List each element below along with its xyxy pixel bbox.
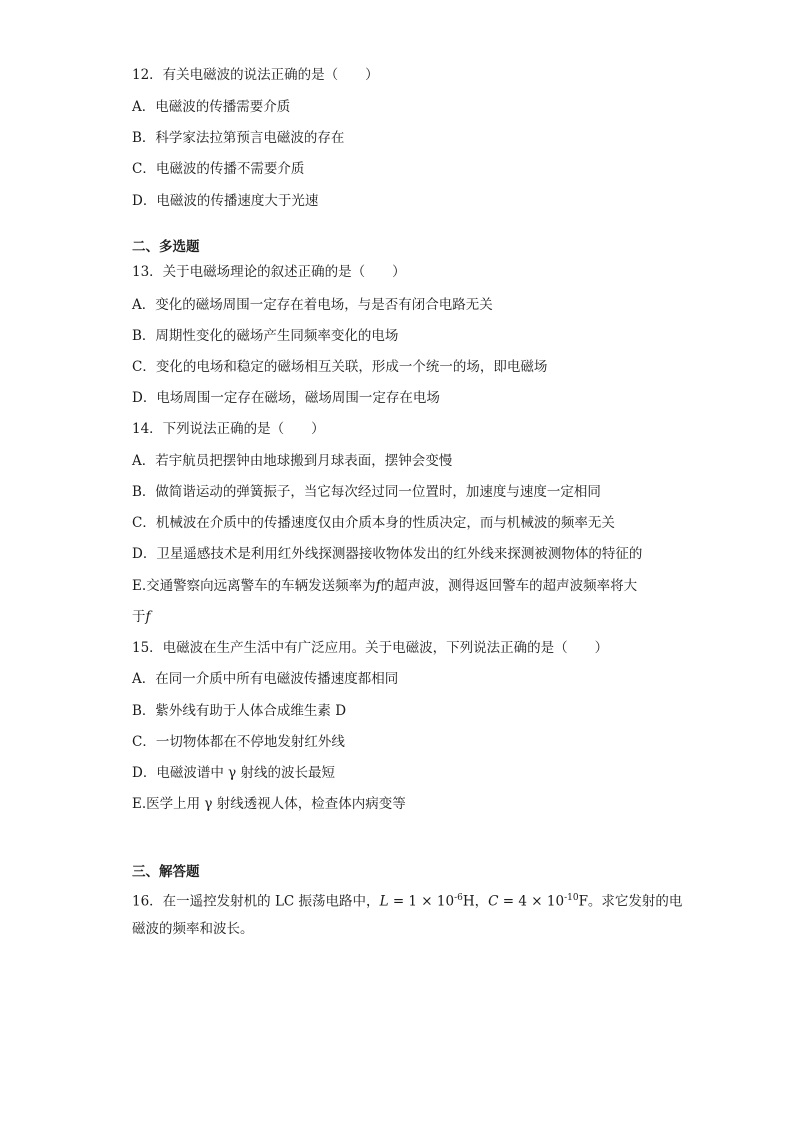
q16-line2: 磁波的频率和波长。 xyxy=(132,921,254,937)
q14-option-e-text1: E.交通警察向远离警车的车辆发送频率为 xyxy=(132,578,376,594)
q16-C-eq: = 4 × 10 xyxy=(498,893,565,910)
q14-option-e-variable-f: f xyxy=(375,578,381,594)
q14-option-d: D．卫星遥感技术是利用红外线探测器接收物体发出的红外线来探测被测物体的特征的 xyxy=(132,546,643,562)
q16-L-eq: = 1 × 10 xyxy=(388,893,455,910)
q15-option-a: A．在同一介质中所有电磁波传播速度都相同 xyxy=(132,671,399,687)
q14-option-e-line1 xyxy=(132,577,637,595)
q12-option-d: D．电磁波的传播速度大于光速 xyxy=(132,193,319,209)
q13-option-a: A．变化的磁场周围一定存在着电场，与是否有闭合电路无关 xyxy=(132,297,493,313)
q16-C-exponent: -10 xyxy=(564,893,579,903)
q16-variable-C: C xyxy=(488,893,499,910)
q12-option-a: A．电磁波的传播需要介质 xyxy=(132,99,291,115)
q14-option-e-text3: 于 xyxy=(132,609,146,625)
q13-option-c: C．变化的电场和稳定的磁场相互关联，形成一个统一的场，即电磁场 xyxy=(132,359,548,375)
q15-stem: 15．电磁波在生产生活中有广泛应用。关于电磁波，下列说法正确的是（ ） xyxy=(132,640,609,656)
q15-option-c: C．一切物体都在不停地发射红外线 xyxy=(132,734,345,750)
q13-option-d: D．电场周围一定存在磁场，磁场周围一定存在电场 xyxy=(132,390,440,406)
q12-stem: 12．有关电磁波的说法正确的是（ ） xyxy=(132,67,379,83)
q14-option-c: C．机械波在介质中的传播速度仅由介质本身的性质决定，而与机械波的频率无关 xyxy=(132,515,615,531)
q15-option-b: B．紫外线有助于人体合成维生素 D xyxy=(132,703,347,719)
q13-option-b: B．周期性变化的磁场产生同频率变化的电场 xyxy=(132,328,399,344)
q14-option-a: A．若宇航员把摆钟由地球搬到月球表面，摆钟会变慢 xyxy=(132,453,453,469)
q16-L-exponent: -6 xyxy=(454,893,463,903)
q14-option-b: B．做简谐运动的弹簧振子，当它每次经过同一位置时，加速度与速度一定相同 xyxy=(132,484,601,500)
q14-option-e-line2 xyxy=(132,608,151,626)
section-heading-problems: 三、解答题 xyxy=(132,864,200,880)
q16-text1: 16．在一遥控发射机的 LC 振荡电路中， xyxy=(132,893,380,910)
q15-option-e: E.医学上用 γ 射线透视人体，检查体内病变等 xyxy=(132,796,406,812)
q16-line1 xyxy=(132,889,682,911)
q16-L-unit: H， xyxy=(462,893,489,910)
q16-C-unit: F。求它发射的电 xyxy=(578,893,683,910)
q14-option-e-text2: 的超声波，测得返回警车的超声波频率将大 xyxy=(380,578,638,594)
q12-option-c: C．电磁波的传播不需要介质 xyxy=(132,161,305,177)
q15-option-d: D．电磁波谱中 γ 射线的波长最短 xyxy=(132,765,335,781)
section-heading-multiple-choice: 二、多选题 xyxy=(132,239,200,255)
q16-variable-L: L xyxy=(379,893,389,910)
q12-option-b: B．科学家法拉第预言电磁波的存在 xyxy=(132,130,345,146)
q14-option-e-variable-f2: f xyxy=(145,609,151,625)
q13-stem: 13．关于电磁场理论的叙述正确的是（ ） xyxy=(132,264,406,280)
q14-stem: 14．下列说法正确的是（ ） xyxy=(132,421,325,437)
